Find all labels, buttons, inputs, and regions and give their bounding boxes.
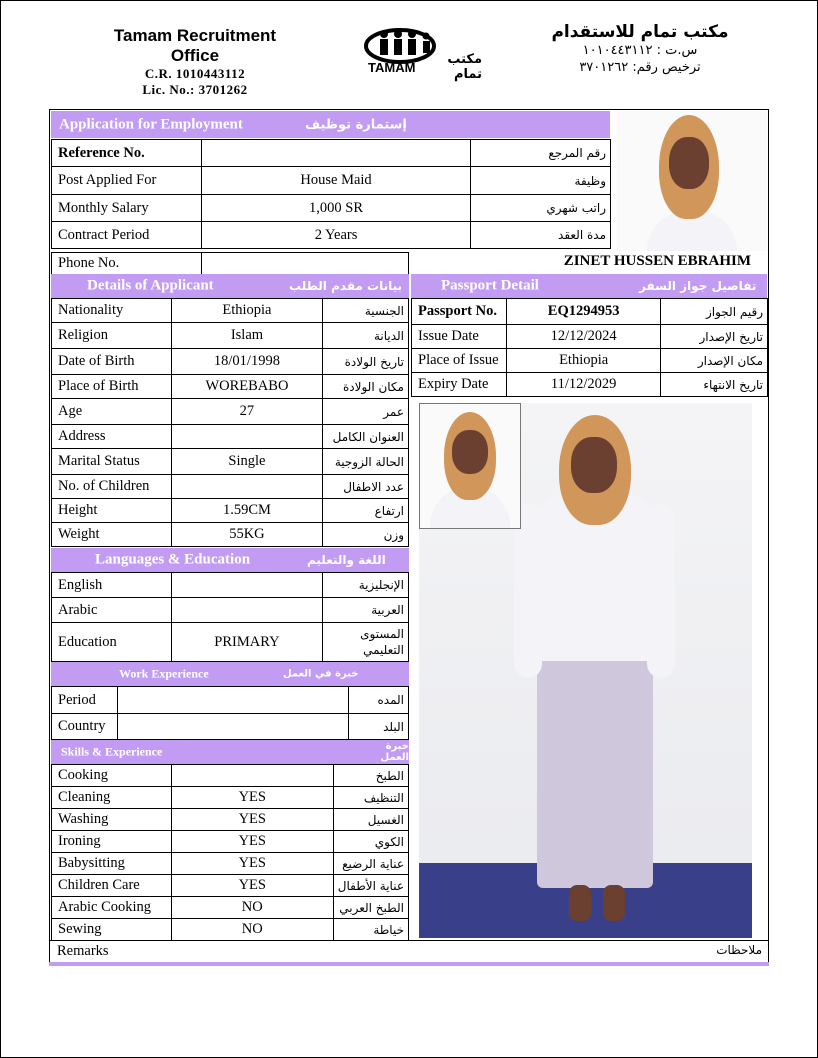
skill-value: NO — [171, 919, 333, 941]
weight-value: 55KG — [171, 523, 322, 547]
application-title-ar: إستمارة توظيف — [305, 117, 407, 132]
table-row — [52, 195, 611, 222]
marital-status-value: Single — [171, 449, 322, 475]
age-value: 27 — [171, 399, 322, 425]
table-row — [52, 449, 409, 475]
row-label-ar: الجنسية — [323, 299, 409, 323]
row-label-ar: تاريخ الانتهاء — [661, 373, 768, 397]
table-row — [52, 831, 409, 853]
table-row — [52, 399, 409, 425]
row-label: Passport No. — [412, 299, 507, 325]
nationality-value: Ethiopia — [171, 299, 322, 323]
issue-date-value: 12/12/2024 — [506, 325, 660, 349]
row-label: Religion — [52, 323, 172, 349]
row-label-ar: عناية الأطفال — [333, 875, 408, 897]
row-label-ar: المستوى التعليمي — [323, 623, 409, 662]
remarks-top-line — [49, 940, 769, 941]
details-title-en: Details of Applicant — [87, 277, 214, 294]
table-row — [52, 222, 611, 249]
table-row — [52, 573, 409, 598]
row-label: Address — [52, 425, 172, 449]
table-row — [52, 375, 409, 399]
row-label-ar: الحالة الزوجية — [323, 449, 409, 475]
company-name-en: Tamam Recruitment Office — [113, 26, 277, 65]
table-row — [52, 299, 409, 323]
details-title-band — [51, 274, 409, 298]
right-border — [768, 109, 769, 965]
row-label: Children Care — [52, 875, 172, 897]
skill-value: YES — [171, 809, 333, 831]
applicant-portrait-photo — [617, 111, 767, 251]
table-row — [52, 919, 409, 941]
row-label-ar: الكوي — [333, 831, 408, 853]
row-label: Babysitting — [52, 853, 172, 875]
skill-value — [171, 765, 333, 787]
row-label: Date of Birth — [52, 349, 172, 375]
skill-value: YES — [171, 875, 333, 897]
application-title-en: Application for Employment — [59, 116, 243, 132]
company-header-ar — [530, 22, 750, 76]
row-label: Period — [52, 687, 118, 714]
remarks-label: Remarks — [57, 943, 109, 959]
row-label-ar: العنوان الكامل — [323, 425, 409, 449]
table-row — [52, 897, 409, 919]
row-label: English — [52, 573, 172, 598]
table-row — [52, 167, 611, 195]
row-label: Cooking — [52, 765, 172, 787]
table-row — [52, 687, 409, 714]
details-table — [51, 298, 409, 547]
license-number-ar: ترخيص رقم: ٣٧٠١٢٦٢ — [579, 60, 701, 75]
religion-value: Islam — [171, 323, 322, 349]
phone-table — [51, 252, 409, 275]
table-row — [52, 349, 409, 375]
cr-number-ar: س.ت : ١٠١٠٤٤٣١١٢ — [582, 43, 698, 58]
table-row — [52, 425, 409, 449]
row-label: Nationality — [52, 299, 172, 323]
row-label: Issue Date — [412, 325, 507, 349]
row-label-ar: ارتفاع — [323, 499, 409, 523]
row-label: No. of Children — [52, 475, 172, 499]
reference-number-value — [201, 140, 470, 167]
row-label: Arabic Cooking — [52, 897, 172, 919]
work-title-en: Work Experience — [119, 666, 209, 681]
remarks-bottom-band — [49, 962, 769, 966]
row-label-ar: مكان الإصدار — [661, 349, 768, 373]
row-label-ar: تاريخ الإصدار — [661, 325, 768, 349]
passport-number-value: EQ1294953 — [506, 299, 660, 325]
top-border — [49, 109, 769, 110]
applicant-full-body-photo — [419, 403, 752, 938]
row-label: Post Applied For — [52, 167, 202, 195]
languages-title-en: Languages & Education — [95, 551, 251, 568]
row-label-ar: وزن — [323, 523, 409, 547]
row-label-ar: الديانة — [323, 323, 409, 349]
date-of-birth-value: 18/01/1998 — [171, 349, 322, 375]
contract-period-value: 2 Years — [201, 222, 470, 249]
skill-value: YES — [171, 831, 333, 853]
row-label: Monthly Salary — [52, 195, 202, 222]
table-row — [52, 475, 409, 499]
row-label: Arabic — [52, 598, 172, 623]
expiry-date-value: 11/12/2029 — [506, 373, 660, 397]
table-row — [52, 499, 409, 523]
height-value: 1.59CM — [171, 499, 322, 523]
table-row — [52, 809, 409, 831]
country-value — [117, 714, 348, 740]
skill-value: NO — [171, 897, 333, 919]
row-label: Sewing — [52, 919, 172, 941]
row-label-ar: عمر — [323, 399, 409, 425]
row-label-ar: الطبخ العربي — [333, 897, 408, 919]
row-label-ar: عناية الرضيع — [333, 853, 408, 875]
row-label: Place of Birth — [52, 375, 172, 399]
inset-passport-photo — [419, 403, 521, 529]
row-label: Place of Issue — [412, 349, 507, 373]
passport-title-en: Passport Detail — [441, 277, 539, 294]
table-row — [52, 523, 409, 547]
row-label-ar: راتب شهري — [471, 195, 611, 222]
row-label-ar: مدة العقد — [471, 222, 611, 249]
row-label-ar: الطبخ — [333, 765, 408, 787]
row-label-ar: تاريخ الولادة — [323, 349, 409, 375]
row-label: Country — [52, 714, 118, 740]
row-label: Expiry Date — [412, 373, 507, 397]
children-value — [171, 475, 322, 499]
monthly-salary-value: 1,000 SR — [201, 195, 470, 222]
place-of-birth-value: WOREBABO — [171, 375, 322, 399]
row-label: Height — [52, 499, 172, 523]
row-label: Age — [52, 399, 172, 425]
row-label-ar: رقم المرجع — [471, 140, 611, 167]
work-title-ar: خبرة في العمل — [283, 668, 359, 680]
row-label: Washing — [52, 809, 172, 831]
cr-number-en: C.R. 1010443112 — [144, 66, 246, 81]
skills-title-en: Skills & Experience — [61, 744, 163, 759]
application-title-band — [51, 111, 610, 138]
place-of-issue-value: Ethiopia — [506, 349, 660, 373]
table-row — [412, 373, 768, 397]
row-label: Weight — [52, 523, 172, 547]
row-label: Reference No. — [52, 140, 202, 167]
table-row — [52, 714, 409, 740]
table-row — [52, 623, 409, 662]
work-title-band — [51, 662, 409, 686]
table-row — [52, 787, 409, 809]
work-table — [51, 686, 409, 740]
languages-title-ar: اللغة والتعليم — [307, 553, 386, 567]
phone-label: Phone No. — [52, 253, 202, 275]
arabic-value — [171, 598, 323, 623]
row-label: Education — [52, 623, 172, 662]
table-row — [52, 323, 409, 349]
row-label-ar: التنظيف — [333, 787, 408, 809]
table-row — [412, 349, 768, 373]
table-row — [52, 598, 409, 623]
english-value — [171, 573, 323, 598]
row-label: Contract Period — [52, 222, 202, 249]
table-row — [52, 853, 409, 875]
table-row — [52, 253, 409, 275]
logo-text-en: TAMAM — [368, 60, 416, 75]
row-label-ar: عدد الاطفال — [323, 475, 409, 499]
row-label-ar: رقيم الجواز — [661, 299, 768, 325]
row-label-ar: مكان الولادة — [323, 375, 409, 399]
row-label: Ironing — [52, 831, 172, 853]
row-label: Cleaning — [52, 787, 172, 809]
details-title-ar: بيانات مقدم الطلب — [289, 279, 403, 293]
row-label-ar: خياطة — [333, 919, 408, 941]
skill-value: YES — [171, 853, 333, 875]
phone-value — [201, 253, 408, 275]
row-label-ar: الإنجليزية — [323, 573, 409, 598]
row-label-ar: المده — [349, 687, 409, 714]
table-row — [52, 765, 409, 787]
languages-title-band — [51, 548, 409, 572]
skills-title-band — [51, 740, 409, 764]
row-label-ar: وظيفة — [471, 167, 611, 195]
skills-title-ar: خبرة العمل — [380, 741, 409, 763]
license-number-en: Lic. No.: 3701262 — [142, 82, 248, 97]
company-header-en — [92, 26, 298, 98]
row-label-ar: العربية — [323, 598, 409, 623]
passport-title-band — [411, 274, 767, 298]
period-value — [117, 687, 348, 714]
post-applied-value: House Maid — [201, 167, 470, 195]
education-value: PRIMARY — [171, 623, 323, 662]
left-border — [49, 109, 50, 965]
row-label-ar: البلد — [349, 714, 409, 740]
skills-table — [51, 764, 409, 941]
applicant-name: ZINET HUSSEN EBRAHIM — [563, 253, 751, 269]
table-row — [412, 325, 768, 349]
company-name-ar: مكتب تمام للاستقدام — [551, 22, 729, 42]
languages-table — [51, 572, 409, 662]
skill-value: YES — [171, 787, 333, 809]
passport-title-ar: تفاصيل جواز السفر — [639, 279, 757, 293]
remarks-label-ar: ملاحظات — [716, 943, 762, 957]
passport-table — [411, 298, 768, 397]
company-logo — [362, 24, 482, 80]
logo-text-ar: مكتب تمام — [447, 52, 482, 82]
row-label: Marital Status — [52, 449, 172, 475]
table-row — [52, 140, 611, 167]
address-value — [171, 425, 322, 449]
table-row — [412, 299, 768, 325]
application-table — [51, 139, 611, 249]
table-row — [52, 875, 409, 897]
row-label-ar: الغسيل — [333, 809, 408, 831]
